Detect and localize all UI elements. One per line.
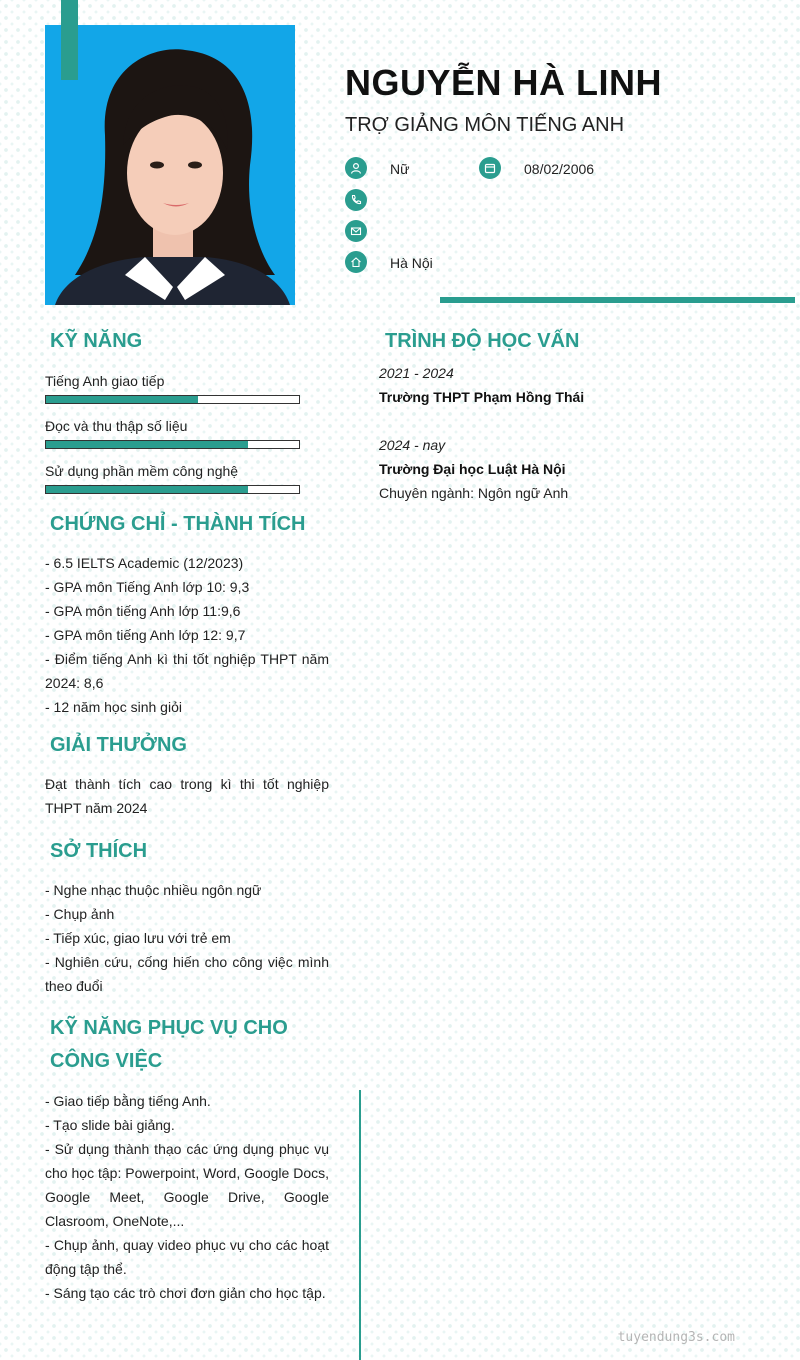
certificates-heading: CHỨNG CHỈ - THÀNH TÍCH: [50, 513, 306, 535]
portrait-illustration: [45, 25, 295, 305]
list-item: - 12 năm học sinh giỏi: [45, 699, 182, 715]
skill-bar: [45, 440, 300, 449]
list-item: - Tạo slide bài giảng.: [45, 1117, 175, 1133]
hobbies-list: [45, 878, 329, 998]
watermark: tuyendung3s.com: [617, 1330, 735, 1345]
skill-bar: [45, 485, 300, 494]
profile-photo: [45, 25, 295, 305]
list-item: - Sáng tạo các trò chơi đơn giản cho học tập.: [45, 1285, 326, 1301]
education-period: 2021 - 2024: [379, 365, 454, 381]
hobbies-heading: SỞ THÍCH: [50, 840, 148, 862]
skill-label: Đọc và thu thập số liệu: [45, 418, 188, 434]
list-item: - Chụp ảnh: [45, 906, 115, 922]
list-item: - Nghe nhạc thuộc nhiều ngôn ngữ: [45, 882, 262, 898]
list-item: - Giao tiếp bằng tiếng Anh.: [45, 1093, 211, 1109]
home-icon: [345, 251, 367, 273]
list-item: - Nghiên cứu, cống hiến cho công việc mình theo đuổi: [45, 954, 329, 994]
skill-bar-fill: [46, 396, 198, 403]
work-skills-list: [45, 1089, 329, 1305]
address-value: Hà Nội: [390, 255, 433, 271]
education-detail: Chuyên ngành: Ngôn ngữ Anh: [379, 485, 569, 501]
awards-heading: GIẢI THƯỞNG: [50, 734, 187, 756]
work-skills-heading-line1: KỸ NĂNG PHỤC VỤ CHO: [50, 1017, 288, 1039]
corner-accent-bar: [61, 0, 78, 80]
list-item: - Tiếp xúc, giao lưu với trẻ em: [45, 930, 231, 946]
dob-value: 08/02/2006: [524, 161, 595, 177]
list-item: - GPA môn tiếng Anh lớp 11:9,6: [45, 603, 241, 619]
list-item: - Sử dụng thành thạo các ứng dụng phục vụ cho học tập: Powerpoint, Word, Google Docs, Google Meet, Google Drive, Google Clasroom, OneNote,...: [45, 1141, 329, 1229]
education-heading: TRÌNH ĐỘ HỌC VẤN: [385, 330, 580, 352]
education-school: Trường Đại học Luật Hà Nội: [379, 461, 566, 477]
skill-bar-fill: [46, 441, 248, 448]
education-school: Trường THPT Phạm Hồng Thái: [379, 389, 585, 405]
candidate-role: TRỢ GIẢNG MÔN TIẾNG ANH: [345, 114, 625, 136]
list-item: - GPA môn tiếng Anh lớp 12: 9,7: [45, 627, 246, 643]
header-divider: [440, 297, 795, 303]
list-item: - GPA môn Tiếng Anh lớp 10: 9,3: [45, 579, 250, 595]
column-divider: [359, 1090, 361, 1360]
user-icon: [345, 157, 367, 179]
list-item: - Chụp ảnh, quay video phục vụ cho các hoạt động tập thể.: [45, 1237, 329, 1277]
skill-label: Tiếng Anh giao tiếp: [45, 373, 165, 389]
phone-icon: [345, 189, 367, 211]
skill-bar: [45, 395, 300, 404]
calendar-icon: [479, 157, 501, 179]
certificates-list: [45, 551, 329, 719]
awards-text: Đạt thành tích cao trong kì thi tốt nghiệp THPT năm 2024: [45, 776, 329, 816]
skills-heading: KỸ NĂNG: [50, 330, 143, 352]
list-item: - Điểm tiếng Anh kì thi tốt nghiệp THPT năm 2024: 8,6: [45, 651, 329, 691]
work-skills-heading-line2: CÔNG VIỆC: [50, 1050, 163, 1072]
skill-label: Sử dụng phần mềm công nghệ: [45, 463, 239, 479]
gender-value: Nữ: [390, 161, 410, 177]
education-period: 2024 - nay: [379, 437, 446, 453]
skill-bar-fill: [46, 486, 248, 493]
list-item: - 6.5 IELTS Academic (12/2023): [45, 555, 244, 571]
candidate-name: NGUYỄN HÀ LINH: [345, 62, 663, 103]
mail-icon: [345, 220, 367, 242]
